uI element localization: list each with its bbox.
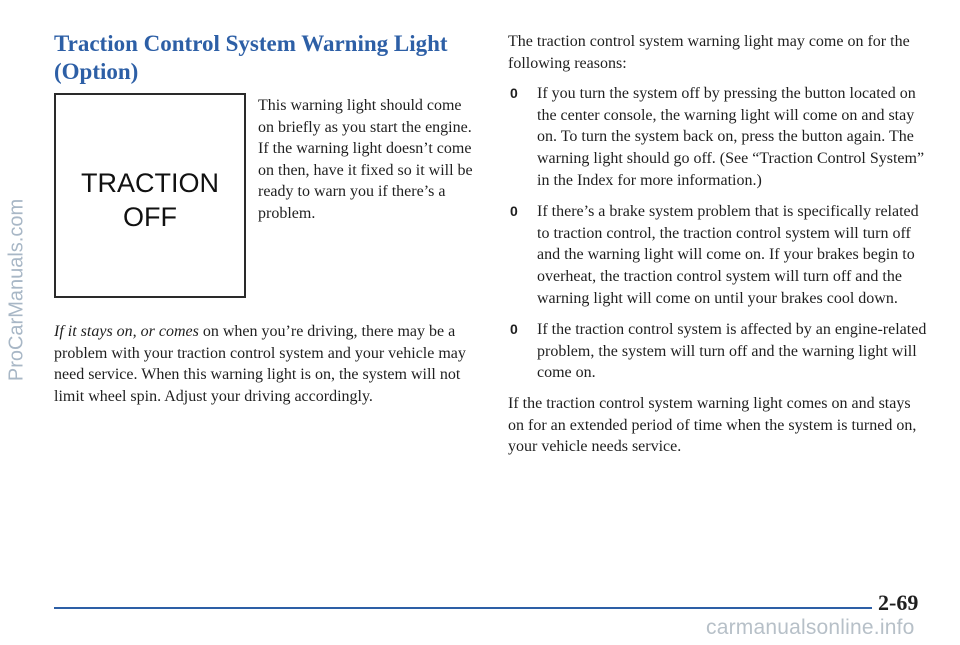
- reasons-list: [508, 83, 928, 384]
- footer-watermark: carmanualsonline.info: [706, 616, 915, 639]
- right-column: [508, 31, 928, 458]
- bullet-marker: 0: [510, 203, 518, 220]
- page-number: 2-69: [878, 590, 919, 615]
- bullet-marker: 0: [510, 85, 518, 102]
- stays-on-paragraph: [54, 321, 474, 407]
- list-item-text: If there’s a brake system problem that is specifically related to traction control, the traction control system will turn off and the warning light will come on. If your brakes begin to overheat, the traction control system will turn off and the warning light will come on until your brakes cool down.: [537, 203, 919, 307]
- heading-line-1: Traction Control System Warning Light: [54, 31, 448, 56]
- side-watermark: [2, 0, 32, 645]
- footer-rule: [54, 607, 872, 609]
- bullet-marker: 0: [510, 321, 518, 338]
- closing-paragraph: If the traction control system warning light comes on and stays on for an extended period of time when the system is turned on, your vehicle needs service.: [508, 394, 917, 456]
- reasons-intro: The traction control system warning light may come on for the following reasons:: [508, 33, 910, 72]
- indicator-line-1: TRACTION: [81, 168, 219, 198]
- list-item: [508, 201, 928, 309]
- list-item: [508, 319, 928, 384]
- indicator-line-2: OFF: [123, 202, 177, 232]
- traction-off-indicator-illustration: [54, 93, 246, 298]
- section-heading: [54, 30, 474, 86]
- side-watermark-text: ProCarManuals.com: [5, 198, 28, 382]
- intro-paragraph: This warning light should come on briefly as you start the engine. If the warning light doesn’t come on then, have it fixed so it will be ready to warn you if there’s a problem.: [258, 97, 473, 222]
- list-item-text: If you turn the system off by pressing the button located on the center console, the warning light will come on and stay on. To turn the system back on, press the button again. The warning light should go off. (See “Traction Control System” in the Index for more information.): [537, 85, 925, 189]
- list-item-text: If the traction control system is affected by an engine-related problem, the system will turn off and the warning light will come on.: [537, 321, 927, 382]
- heading-line-2: (Option): [54, 59, 139, 84]
- list-item: [508, 83, 928, 191]
- stays-on-italic-lead: If it stays on, or comes: [54, 323, 199, 340]
- stays-on-text: on when you’re driving, there may be a problem with your traction control system and your vehicle may need service. When this warning light is on, the system will not limit wheel spin. Adjust your driving accordingly.: [54, 323, 466, 405]
